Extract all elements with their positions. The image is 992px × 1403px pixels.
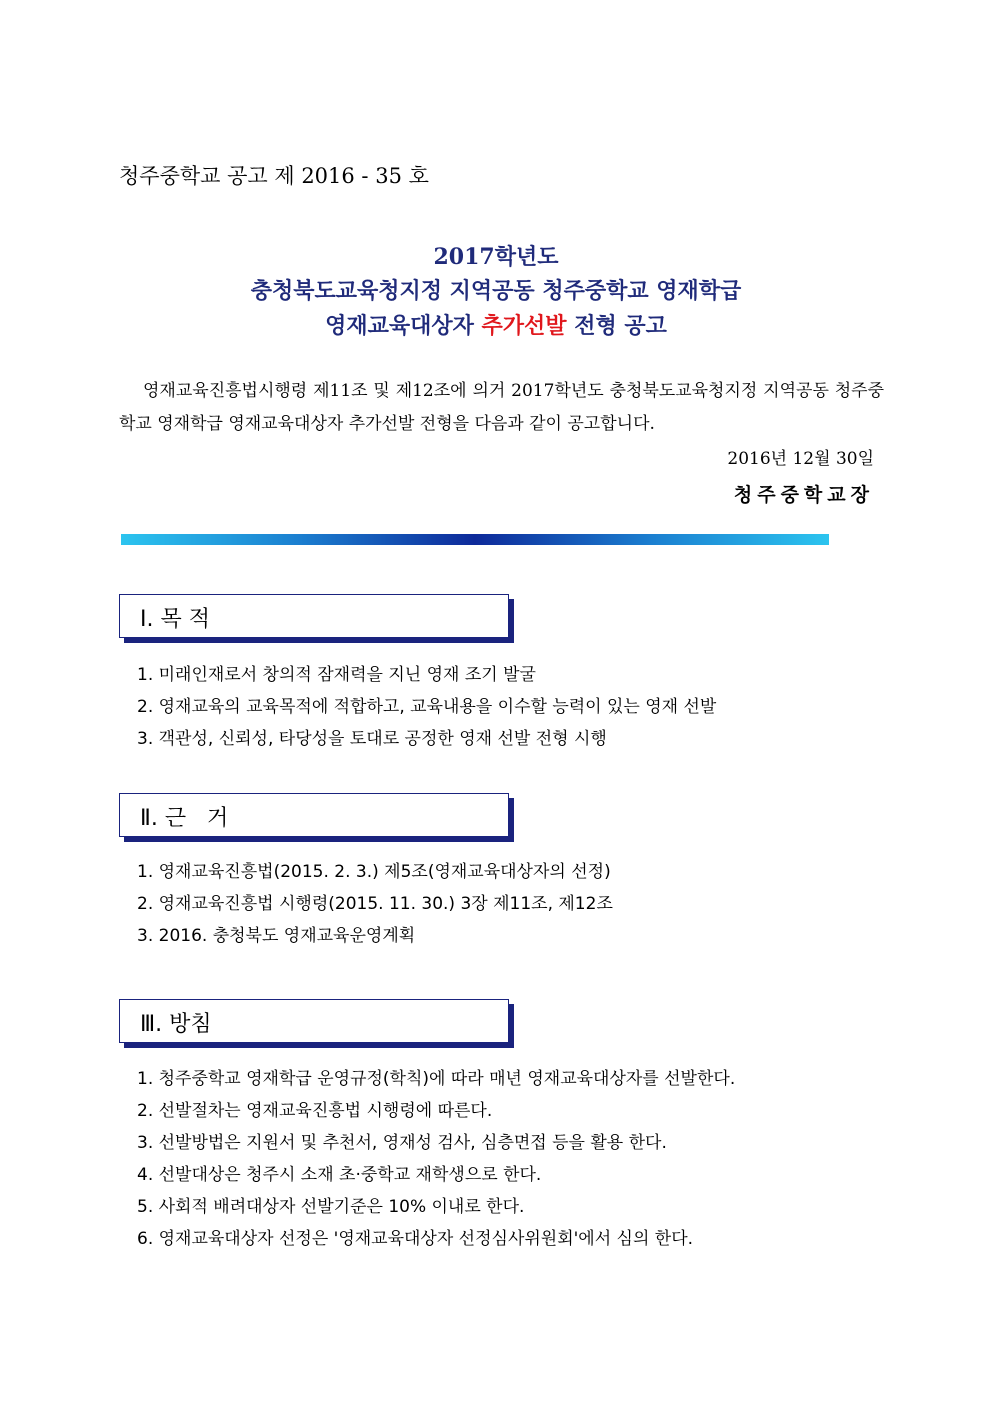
title-announcement bbox=[0, 309, 992, 340]
list-item: 3. 선발방법은 지원서 및 추천서, 영재성 검사, 심층면접 등을 활용 한다. bbox=[137, 1133, 667, 1153]
policy-list bbox=[137, 1063, 735, 1255]
title-year: 2017학년도 bbox=[433, 244, 559, 270]
purpose-list bbox=[137, 659, 716, 755]
basis-list bbox=[137, 856, 613, 952]
list-item: 1. 청주중학교 영재학급 운영규정(학칙)에 따라 매년 영재교육대상자를 선발한다. bbox=[137, 1069, 736, 1089]
title-announcement-suffix: 전형 공고 bbox=[566, 313, 667, 339]
title-program: 충청북도교육청지정 지역공동 청주중학교 영재학급 bbox=[250, 278, 742, 304]
list-item: 2. 영재교육진흥법 시행령(2015. 11. 30.) 3장 제11조, 제12조 bbox=[137, 894, 613, 914]
section-heading-purpose bbox=[119, 594, 509, 638]
title-highlight: 추가선발 bbox=[481, 313, 567, 339]
principal-signature: 청주중학교장 bbox=[733, 484, 874, 506]
section-heading-basis bbox=[119, 793, 509, 837]
list-item: 4. 선발대상은 청주시 소재 초·중학교 재학생으로 한다. bbox=[137, 1165, 542, 1185]
list-item: 1. 영재교육진흥법(2015. 2. 3.) 제5조(영재교육대상자의 선정) bbox=[137, 862, 611, 882]
intro-paragraph: 영재교육진흥법시행령 제11조 및 제12조에 의거 2017학년도 충청북도교육청지정 지역공동 청주중학교 영재학급 영재교육대상자 추가선발 전형을 다음과 같이 공고합니다. bbox=[119, 381, 884, 434]
list-item: 6. 영재교육대상자 선정은 '영재교육대상자 선정심사위원회'에서 심의 한다. bbox=[137, 1229, 694, 1249]
list-item: 2. 선발절차는 영재교육진흥법 시행령에 따른다. bbox=[137, 1101, 493, 1121]
divider-bar bbox=[121, 534, 829, 545]
notice-date: 2016년 12월 30일 bbox=[727, 449, 874, 469]
list-item: 2. 영재교육의 교육목적에 적합하고, 교육내용을 이수할 능력이 있는 영재 선발 bbox=[137, 697, 717, 717]
section-heading-policy bbox=[119, 999, 509, 1043]
list-item: 3. 객관성, 신뢰성, 타당성을 토대로 공정한 영재 선발 전형 시행 bbox=[137, 729, 607, 749]
list-item: 3. 2016. 충청북도 영재교육운영계획 bbox=[137, 926, 416, 946]
title-announcement-prefix: 영재교육대상자 bbox=[325, 313, 482, 339]
section-title: Ⅲ. 방침 bbox=[140, 1012, 212, 1037]
list-item: 5. 사회적 배려대상자 선발기준은 10% 이내로 한다. bbox=[137, 1197, 525, 1217]
notice-number: 청주중학교 공고 제 2016 - 35 호 bbox=[119, 164, 429, 188]
list-item: 1. 미래인재로서 창의적 잠재력을 지닌 영재 조기 발굴 bbox=[137, 665, 536, 685]
section-title: Ⅰ. 목 적 bbox=[140, 607, 210, 632]
section-title: Ⅱ. 근 거 bbox=[140, 806, 229, 831]
